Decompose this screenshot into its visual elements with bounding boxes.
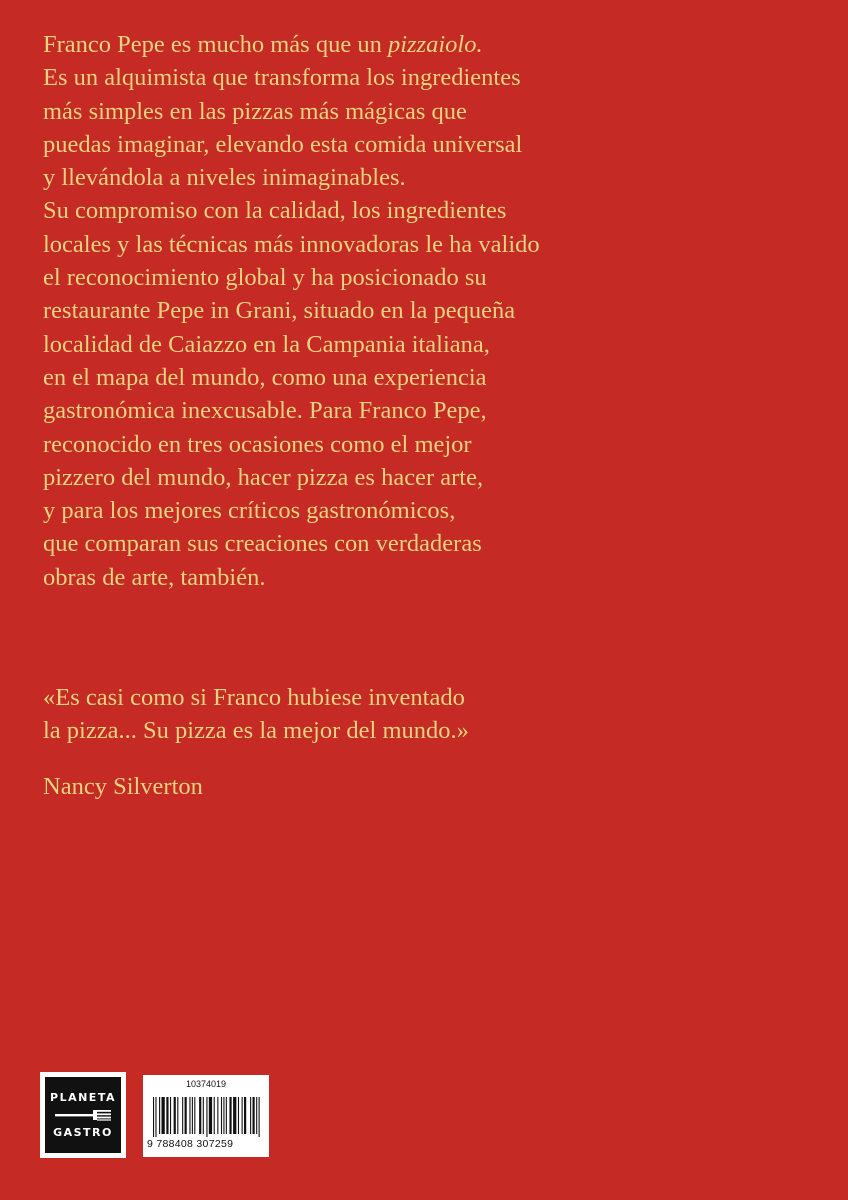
publisher-logo-mark bbox=[45, 1077, 121, 1153]
blurb-line: más simples en las pizzas más mágicas que bbox=[43, 97, 467, 125]
barcode-bar bbox=[256, 1097, 257, 1134]
barcode-bar bbox=[174, 1097, 176, 1134]
barcode-bar bbox=[153, 1097, 154, 1137]
blurb-line: el reconocimiento global y ha posicionado su bbox=[43, 264, 487, 292]
blurb-line: localidad de Caiazzo en la Campania italiana, bbox=[43, 330, 490, 358]
blurb-line: restaurante Pepe in Grani, situado en la pequeña bbox=[43, 297, 516, 325]
barcode-bars bbox=[153, 1097, 261, 1137]
back-cover-blurb bbox=[43, 28, 823, 594]
blurb-line: y llevándola a niveles inimaginables. bbox=[43, 164, 406, 192]
barcode-bar bbox=[244, 1097, 246, 1134]
quote-author: Nancy Silverton bbox=[43, 773, 203, 800]
barcode-bar bbox=[170, 1097, 171, 1134]
quote-line: la pizza... Su pizza es la mejor del mundo.» bbox=[43, 717, 469, 745]
barcode-bar bbox=[192, 1097, 193, 1134]
isbn-digits: 9 788408 307259 bbox=[147, 1138, 234, 1150]
barcode-bar bbox=[182, 1097, 183, 1134]
barcode-bar bbox=[206, 1097, 207, 1137]
barcode-bar bbox=[221, 1097, 222, 1134]
barcode-bar bbox=[238, 1097, 239, 1134]
barcode-bar bbox=[242, 1097, 243, 1134]
quote-line: «Es casi como si Franco hubiese inventado bbox=[43, 684, 465, 711]
barcode-bar bbox=[177, 1097, 178, 1134]
blurb-line: y para los mejores críticos gastronómicos, bbox=[43, 497, 456, 525]
logo-top-text: PLANETA bbox=[50, 1091, 116, 1104]
barcode-bar bbox=[203, 1097, 204, 1134]
blurb-line: obras de arte, también. bbox=[43, 563, 266, 591]
barcode-bar bbox=[161, 1097, 164, 1134]
barcode-bar bbox=[166, 1097, 168, 1134]
isbn-barcode bbox=[143, 1075, 269, 1157]
barcode-bar bbox=[194, 1097, 195, 1134]
barcode-bar bbox=[185, 1097, 187, 1134]
barcode-bar bbox=[189, 1097, 190, 1134]
barcode-bar bbox=[233, 1097, 236, 1134]
barcode-bar bbox=[253, 1097, 255, 1134]
blurb-line: que comparan sus creaciones con verdaderas bbox=[43, 530, 482, 558]
barcode-bar bbox=[214, 1097, 215, 1134]
blurb-italic-term: pizzaiolo. bbox=[387, 31, 483, 58]
barcode-bar bbox=[259, 1097, 260, 1137]
blurb-line: pizzero del mundo, hacer pizza es hacer arte, bbox=[43, 463, 484, 491]
logo-bottom-text: GASTRO bbox=[53, 1126, 113, 1139]
barcode-bar bbox=[199, 1097, 201, 1134]
barcode-bar bbox=[223, 1097, 224, 1134]
publisher-logo bbox=[40, 1072, 126, 1158]
blurb-line: reconocido en tres ocasiones como el mejor bbox=[43, 430, 472, 458]
blurb-line: puedas imaginar, elevando esta comida universal bbox=[43, 130, 523, 158]
blurb-line bbox=[43, 28, 823, 61]
blurb-line: en el mapa del mundo, como una experiencia bbox=[43, 363, 487, 391]
barcode-bar bbox=[159, 1097, 160, 1134]
barcode-bar bbox=[250, 1097, 251, 1134]
barcode-bar bbox=[155, 1097, 156, 1137]
blurb-line: Su compromiso con la calidad, los ingredientes bbox=[43, 197, 507, 225]
blurb-line: Es un alquimista que transforma los ingredientes bbox=[43, 64, 521, 92]
barcode-bar bbox=[217, 1097, 218, 1134]
fork-icon bbox=[53, 1107, 113, 1123]
barcode-bar bbox=[229, 1097, 231, 1134]
blurb-line: locales y las técnicas más innovadoras le ha valido bbox=[43, 230, 540, 258]
barcode-code: 10374019 bbox=[185, 1079, 227, 1089]
blurb-text: Franco Pepe es mucho más que un bbox=[43, 31, 388, 58]
testimonial-quote bbox=[43, 681, 823, 748]
barcode-bar bbox=[226, 1097, 227, 1134]
blurb-line: gastronómica inexcusable. Para Franco Pepe, bbox=[43, 397, 487, 425]
barcode-bar bbox=[209, 1097, 212, 1134]
